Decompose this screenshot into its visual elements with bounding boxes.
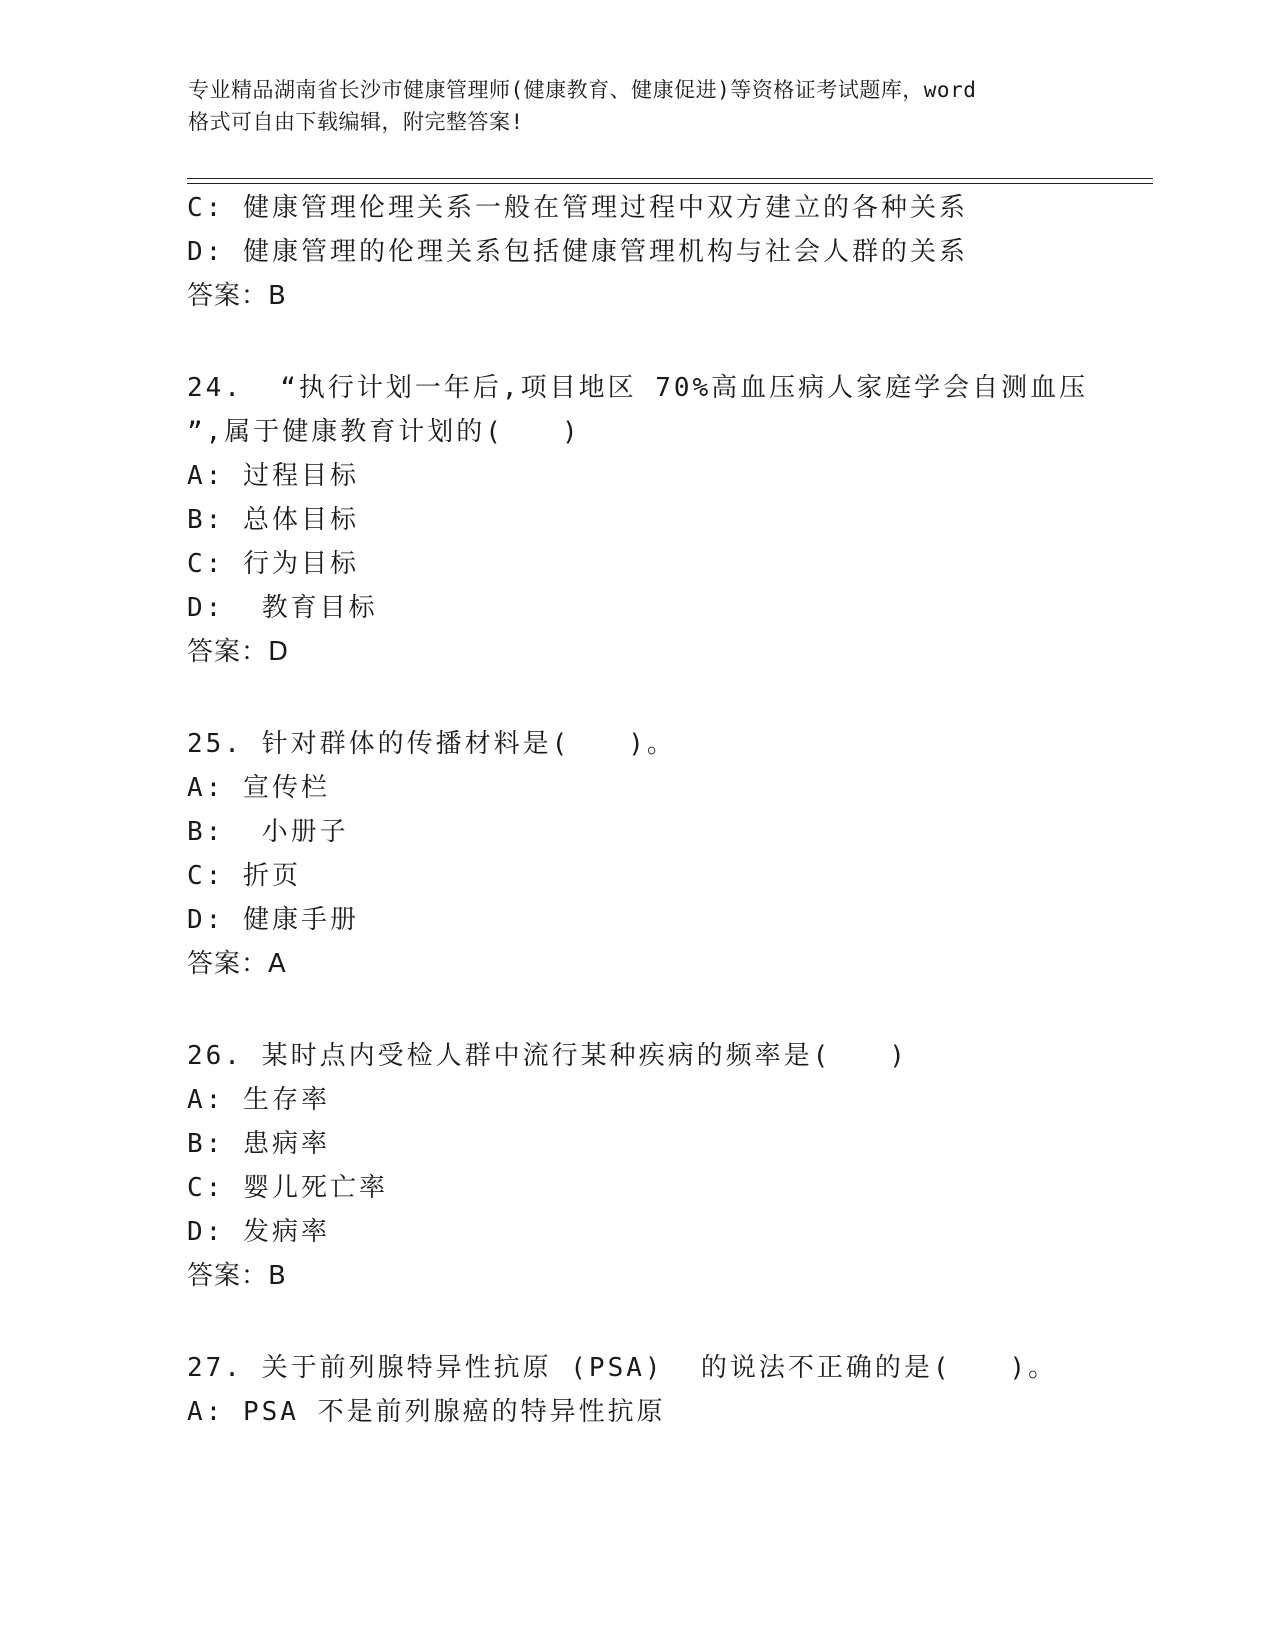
q26-option-c: C: 婴儿死亡率 [187, 1173, 388, 1203]
header-rule-bottom [187, 183, 1153, 184]
q25-option-a: A: 宣传栏 [187, 773, 330, 803]
q24-stem-line-1: 24. “执行计划一年后,项目地区 70%高血压病人家庭学会自测血压 [187, 373, 1089, 403]
q26-option-d: D: 发病率 [187, 1217, 330, 1247]
header-line-2: 格式可自由下载编辑，附完整答案! [188, 110, 524, 134]
q27-stem: 27. 关于前列腺特异性抗原 (PSA) 的说法不正确的是( )。 [187, 1353, 1058, 1383]
q27-option-a: A: PSA 不是前列腺癌的特异性抗原 [187, 1397, 666, 1427]
q26-option-b: B: 患病率 [187, 1129, 330, 1159]
prev-answer: 答案：B [187, 281, 287, 311]
q25-option-d: D: 健康手册 [187, 905, 359, 935]
q25-option-b: B: 小册子 [187, 817, 349, 847]
q24-option-d: D: 教育目标 [187, 593, 378, 623]
q24-option-b: B: 总体目标 [187, 505, 359, 535]
q25-answer: 答案：A [187, 949, 287, 979]
q25-stem: 25. 针对群体的传播材料是( )。 [187, 729, 676, 759]
document-header [188, 74, 1088, 138]
header-line-1: 专业精品湖南省长沙市健康管理师(健康教育、健康促进)等资格证考试题库，word [188, 78, 977, 102]
q26-stem: 26. 某时点内受检人群中流行某种疾病的频率是( ) [187, 1041, 908, 1071]
prev-option-c: C: 健康管理伦理关系一般在管理过程中双方建立的各种关系 [187, 193, 968, 223]
q24-option-c: C: 行为目标 [187, 549, 359, 579]
q25-option-c: C: 折页 [187, 861, 301, 891]
q24-answer: 答案：D [187, 637, 290, 667]
q26-answer: 答案：B [187, 1261, 287, 1291]
header-rule-top [187, 178, 1153, 179]
prev-option-d: D: 健康管理的伦理关系包括健康管理机构与社会人群的关系 [187, 237, 968, 267]
q24-option-a: A: 过程目标 [187, 461, 359, 491]
q26-option-a: A: 生存率 [187, 1085, 330, 1115]
q24-stem-line-2: ”,属于健康教育计划的( ) [187, 417, 581, 447]
